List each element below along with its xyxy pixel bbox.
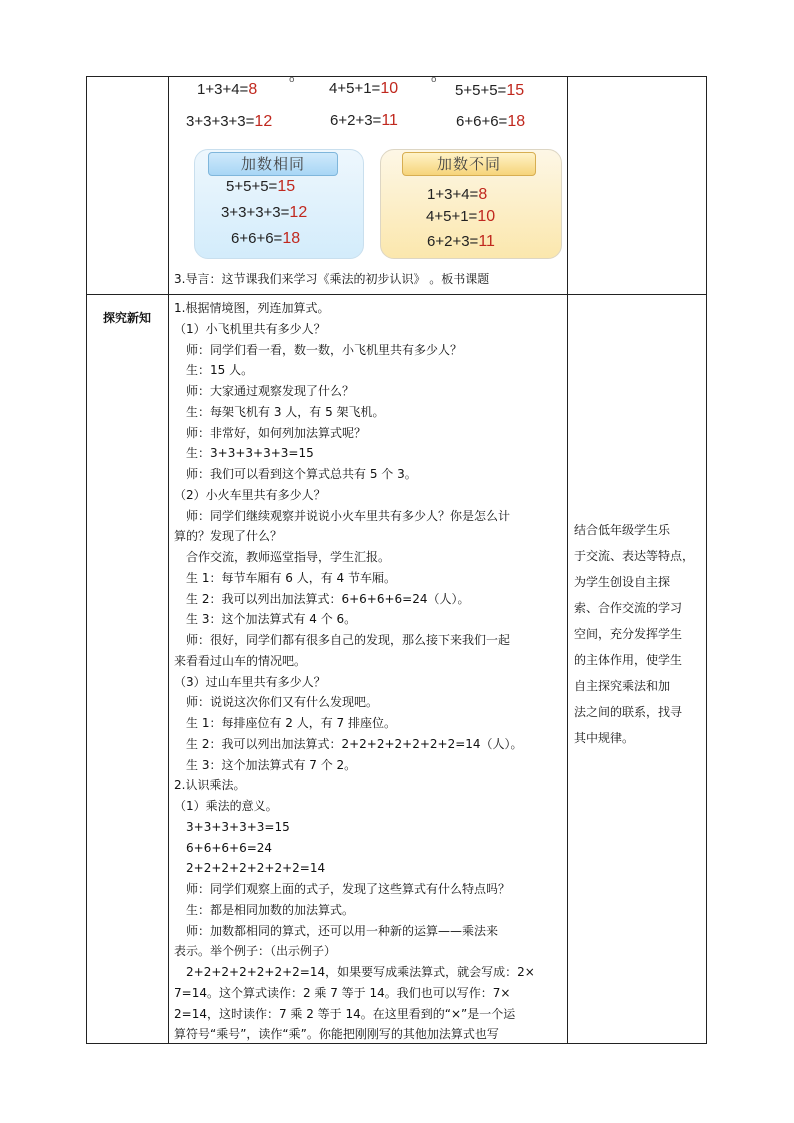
different-equation: 1+3+4=8 [427, 186, 488, 203]
same-equation: 3+3+3+3=12 [221, 204, 308, 221]
top-equation: 4+5+1=10 [329, 80, 399, 97]
different-equation: 4+5+1=10 [426, 208, 496, 225]
table-row-divider [86, 294, 707, 295]
body-line: 师：非常好，如何列加法算式呢？ [174, 425, 367, 440]
body-line: 来看看过山车的情况吧。 [174, 653, 307, 668]
mark: o [289, 75, 295, 85]
body-line: （3）过山车里共有多少人？ [174, 674, 326, 689]
section-label: 探究新知 [102, 311, 151, 325]
note-line: 结合低年级学生乐 [574, 523, 671, 537]
body-line: 师：加数都相同的算式，还可以用一种新的运算——乘法来 [174, 923, 499, 938]
body-line: 生：每架飞机有 3 人，有 5 架飞机。 [174, 404, 385, 419]
body-line: 生 2：我可以列出加法算式：2+2+2+2+2+2+2=14（人）。 [174, 736, 523, 751]
body-line: 生：15 人。 [174, 363, 254, 378]
note-line: 自主探究乘法和加 [574, 679, 671, 693]
top-equation: 1+3+4=8 [197, 81, 258, 98]
note-line: 法之间的联系，找寻 [574, 705, 683, 719]
intro-line: 3.导言：这节课我们来学习《乘法的初步认识》 。板书课题 [174, 272, 490, 286]
different-addend-title: 加数不同 [402, 152, 536, 176]
top-equation: 3+3+3+3=12 [186, 113, 273, 130]
table-col-divider-2 [567, 76, 568, 1044]
body-line: 3+3+3+3+3=15 [174, 819, 290, 834]
body-line: 师：同学们继续观察并说说小火车里共有多少人？你是怎么计 [174, 508, 511, 523]
body-line: 2+2+2+2+2+2+2=14 [174, 861, 326, 876]
lesson-table [86, 76, 707, 1044]
body-line: 师：同学们看一看，数一数，小飞机里共有多少人？ [174, 342, 463, 357]
note-line: 其中规律。 [574, 731, 635, 745]
note-line: 为学生创设自主探 [574, 575, 671, 589]
same-equation: 6+6+6=18 [231, 230, 301, 247]
body-line: 生 1：每排座位有 2 人，有 7 排座位。 [174, 716, 396, 730]
table-border-right [706, 76, 707, 1044]
body-line: 生 2：我可以列出加法算式：6+6+6+6=24（人）。 [174, 591, 470, 606]
teaching-note [574, 517, 702, 751]
note-line: 的主体作用，使学生 [574, 653, 683, 667]
body-line: 师：很好，同学们都有很多自己的发现，那么接下来我们一起 [174, 633, 511, 647]
top-equation: 6+6+6=18 [456, 113, 526, 130]
different-equation: 6+2+3=11 [427, 233, 495, 250]
same-equation: 5+5+5=15 [226, 178, 296, 195]
body-line: （1）乘法的意义。 [174, 799, 278, 813]
body-line: 算的？发现了什么？ [174, 529, 283, 544]
body-line: 2+2+2+2+2+2+2=14，如果要写成乘法算式，就会写成：2× [174, 965, 535, 979]
body-line: 生：3+3+3+3+3=15 [174, 446, 314, 461]
body-line: 师：同学们观察上面的式子，发现了这些算式有什么特点吗？ [174, 882, 511, 896]
body-line: 师：说说这次你们又有什么发现吧。 [174, 695, 379, 710]
mark: o [431, 75, 437, 85]
same-addend-title: 加数相同 [208, 152, 338, 176]
top-equation: 6+2+3=11 [330, 112, 398, 129]
body-line: 1.根据情境图，列连加算式。 [174, 301, 330, 315]
note-line: 索、合作交流的学习 [574, 601, 683, 615]
body-line: 师：我们可以看到这个算式总共有 5 个 3。 [174, 467, 417, 481]
body-line: 2=14，这时读作：7 乘 2 等于 14。在这里看到的“×”是一个运 [174, 1006, 516, 1021]
note-line: 空间，充分发挥学生 [574, 627, 683, 641]
body-line: 师：大家通过观察发现了什么？ [174, 384, 355, 398]
body-line: （2）小火车里共有多少人？ [174, 487, 326, 502]
body-line: 合作交流，教师巡堂指导，学生汇报。 [174, 550, 391, 564]
body-line: 2.认识乘法。 [174, 778, 246, 793]
body-line: 算符号“乘号”，读作“乘”。你能把刚刚写的其他加法算式也写 [174, 1027, 499, 1042]
table-border-top [86, 76, 707, 77]
body-line: （1）小飞机里共有多少人？ [174, 321, 326, 336]
top-equation: 5+5+5=15 [455, 82, 525, 99]
body-line: 生：都是相同加数的加法算式。 [174, 902, 355, 917]
body-line: 生 1：每节车厢有 6 人，有 4 节车厢。 [174, 570, 396, 585]
body-line: 生 3：这个加法算式有 4 个 6。 [174, 612, 357, 627]
body-line: 生 3：这个加法算式有 7 个 2。 [174, 757, 357, 772]
table-border-left [86, 76, 87, 1044]
body-line: 表示。举个例子：（出示例子） [174, 944, 337, 959]
body-line: 6+6+6+6=24 [174, 840, 273, 855]
table-col-divider-1 [168, 76, 169, 1044]
note-line: 于交流、表达等特点， [574, 549, 695, 563]
body-line: 7=14。这个算式读作：2 乘 7 等于 14。我们也可以写作：7× [174, 985, 511, 1000]
